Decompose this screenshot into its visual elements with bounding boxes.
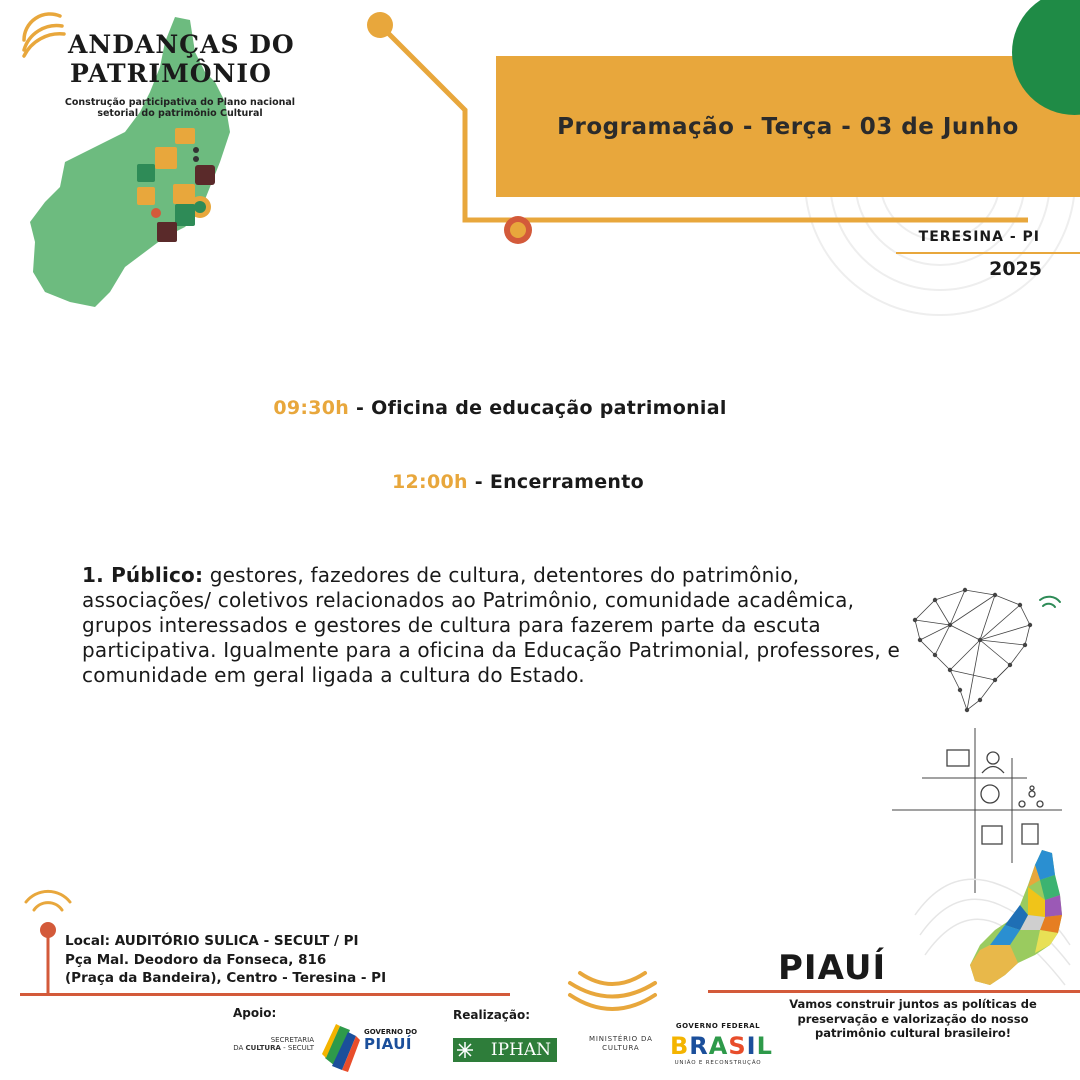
secult-line-1: SECRETARIA [270, 1036, 314, 1044]
programacao-title: Programação - Terça - 03 de Junho [557, 113, 1019, 140]
gov-piaui-small-text: GOVERNO DO [364, 1028, 418, 1036]
brasil-letter: S [728, 1032, 747, 1060]
location-line-3: (Praça da Bandeira), Centro - Teresina - PI [65, 970, 387, 986]
footer-divider-right [708, 990, 1080, 993]
publico-text: gestores, fazedores de cultura, detentores do patrimônio, associações/ coletivos relacionados ao Patrimônio, comunidade acadêmica, grupos interessados e gestores de cultura para fazerem parte da escuta participativa. Igualmente para a oficina da Educação Patrimonial, professores, e comunidade em geral ligada a cultura do Estado. [82, 563, 901, 687]
location-line-1: Local: AUDITÓRIO SULICA - SECULT / PI [65, 933, 359, 949]
brasil-letter: I [746, 1032, 757, 1060]
minc-line-2: CULTURA [602, 1044, 640, 1052]
state-name: PIAUÍ [778, 948, 887, 988]
secult-line-2b: CULTURA [245, 1044, 281, 1052]
minc-line-1: MINISTÉRIO DA [589, 1035, 653, 1043]
brasil-letter: B [670, 1032, 690, 1060]
event-title [68, 30, 295, 88]
publico-paragraph [82, 563, 922, 688]
title-line-2: PATRIMÔNIO [70, 59, 272, 88]
gov-piaui-emblem [320, 1018, 362, 1073]
schedule-time: 09:30h [273, 397, 350, 419]
slogan: Vamos construir juntos as políticas de preservação e valorização do nosso patrimônio cultural brasileiro! [789, 997, 1037, 1040]
realizacao-label: Realização: [453, 1008, 531, 1022]
city-label: TERESINA - PI [918, 229, 1040, 245]
event-subtitle: Construção participativa do Plano nacional setorial do patrimônio Cultural [64, 97, 296, 119]
signal-waves-icon [20, 12, 66, 58]
gov-piaui-logo-text: PIAUÍ [364, 1035, 412, 1053]
secult-line-2c: - SECULT [280, 1044, 314, 1052]
ministerio-cultura-logo [589, 1035, 653, 1053]
secult-line-2a: DA [233, 1044, 246, 1052]
piaui-regions-map [910, 845, 1080, 990]
brazil-network-map [905, 580, 1075, 720]
schedule-item [0, 397, 1000, 419]
location-line-2: Pça Mal. Deodoro da Fonseca, 816 [65, 951, 327, 968]
schedule-activity: - Oficina de educação patrimonial [349, 397, 727, 419]
year-label: 2025 [989, 258, 1042, 280]
publico-label: 1. Público: [82, 563, 204, 587]
city-underline [896, 252, 1080, 254]
brasil-letter: A [708, 1032, 729, 1060]
apoio-label: Apoio: [233, 1006, 277, 1020]
brasil-letter: L [756, 1032, 773, 1060]
iphan-text: IPHAN [490, 1040, 551, 1060]
brasil-logo [670, 1032, 773, 1060]
governo-federal-label: GOVERNO FEDERAL [675, 1022, 761, 1030]
secult-logo [228, 1036, 314, 1052]
location-info [65, 932, 386, 988]
uniao-reconstrucao-label: UNIÃO E RECONSTRUÇÃO [674, 1060, 762, 1066]
schedule-time: 12:00h [392, 471, 468, 493]
signal-waves-icon [565, 965, 660, 1015]
brasil-letter: R [689, 1032, 709, 1060]
title-line-1: ANDANÇAS DO [68, 30, 295, 59]
footer-divider-left [20, 993, 510, 996]
iphan-emblem-icon [456, 1041, 474, 1059]
schedule-activity: - Encerramento [467, 471, 644, 493]
schedule-item [18, 471, 1018, 493]
